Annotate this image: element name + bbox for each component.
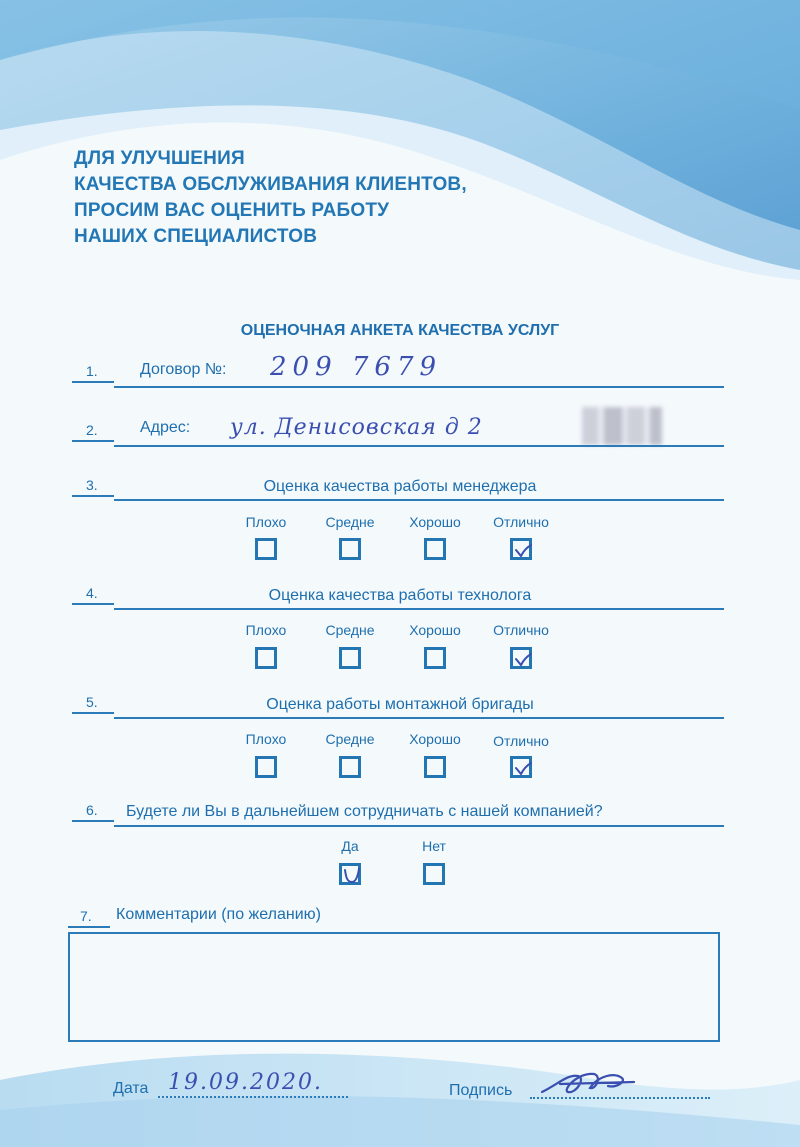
date-label: Дата <box>113 1080 149 1097</box>
q4-option-label: Плохо <box>245 622 287 638</box>
q6-label: Будете ли Вы в дальнейшем сотрудничать с нашей компанией? <box>126 803 603 820</box>
q6-checkbox-yes[interactable] <box>339 863 361 885</box>
q5-checkbox-excellent[interactable] <box>510 756 532 778</box>
q3-option-label: Плохо <box>245 514 287 530</box>
q4-rule <box>114 608 724 610</box>
q2-number-underline <box>72 440 114 442</box>
q5-label: Оценка работы монтажной бригады <box>266 696 534 713</box>
q4-number: 4. <box>86 585 98 601</box>
signature-image <box>538 1062 638 1102</box>
q7-number: 7. <box>80 908 92 924</box>
q6-rule <box>114 825 724 827</box>
q4-checkbox-poor[interactable] <box>255 647 277 669</box>
q4-option-label: Отлично <box>493 622 549 638</box>
q5-option-label: Плохо <box>245 731 287 747</box>
check-mark-icon <box>514 542 532 560</box>
q3-checkbox-excellent[interactable] <box>510 538 532 560</box>
q6-checkbox-no[interactable] <box>423 863 445 885</box>
q5-checkbox-poor[interactable] <box>255 756 277 778</box>
q3-option-label: Отлично <box>493 514 549 530</box>
q4-checkbox-good[interactable] <box>424 647 446 669</box>
q4-checkbox-excellent[interactable] <box>510 647 532 669</box>
q6-option-label: Да <box>341 838 359 854</box>
q3-checkbox-good[interactable] <box>424 538 446 560</box>
q1-number-underline <box>72 381 114 383</box>
comments-field[interactable] <box>68 932 720 1042</box>
q5-option-label: Хорошо <box>409 731 461 747</box>
check-mark-icon <box>514 651 532 669</box>
check-mark-icon <box>343 867 361 885</box>
q5-number: 5. <box>86 694 98 710</box>
form-title: ОЦЕНОЧНАЯ АНКЕТА КАЧЕСТВА УСЛУГ <box>240 322 560 339</box>
signature-label: Подпись <box>449 1082 513 1099</box>
q6-number-underline <box>72 820 114 822</box>
q7-label: Комментарии (по желанию) <box>116 906 321 923</box>
q4-label: Оценка качества работы технолога <box>268 587 532 604</box>
q2-number: 2. <box>86 422 98 438</box>
q2-label: Адрес: <box>140 419 191 436</box>
q3-checkbox-poor[interactable] <box>255 538 277 560</box>
q6-number: 6. <box>86 802 98 818</box>
q3-option-label: Хорошо <box>409 514 461 530</box>
q4-option-label: Хорошо <box>409 622 461 638</box>
date-line <box>158 1096 348 1098</box>
header-line: НАШИХ СПЕЦИАЛИСТОВ <box>74 226 318 247</box>
header-text <box>74 146 467 250</box>
q2-rule <box>114 445 724 447</box>
q5-rule <box>114 717 724 719</box>
q3-label: Оценка качества работы менеджера <box>263 478 537 495</box>
check-mark-icon <box>514 760 532 778</box>
header-line: КАЧЕСТВА ОБСЛУЖИВАНИЯ КЛИЕНТОВ, <box>74 174 467 195</box>
redacted-area <box>582 407 662 445</box>
q6-option-label: Нет <box>422 838 446 854</box>
date-field[interactable]: 19.09.2020. <box>168 1070 323 1095</box>
q1-number: 1. <box>86 363 98 379</box>
contract-number-field[interactable]: 209 7679 <box>270 352 443 382</box>
q7-number-underline <box>68 926 110 928</box>
q1-rule <box>114 386 724 388</box>
q4-checkbox-average[interactable] <box>339 647 361 669</box>
q5-option-label: Средне <box>325 731 375 747</box>
header-line: ДЛЯ УЛУЧШЕНИЯ <box>74 148 245 169</box>
q4-option-label: Средне <box>325 622 375 638</box>
q3-number: 3. <box>86 477 98 493</box>
address-field[interactable]: ул. Денисовская д 2 <box>230 415 483 440</box>
q3-rule <box>114 499 724 501</box>
q5-checkbox-average[interactable] <box>339 756 361 778</box>
q3-checkbox-average[interactable] <box>339 538 361 560</box>
q5-checkbox-good[interactable] <box>424 756 446 778</box>
header-line: ПРОСИМ ВАС ОЦЕНИТЬ РАБОТУ <box>74 200 390 221</box>
q1-label: Договор №: <box>140 361 227 378</box>
q5-option-label: Отлично <box>493 733 549 749</box>
q3-option-label: Средне <box>325 514 375 530</box>
